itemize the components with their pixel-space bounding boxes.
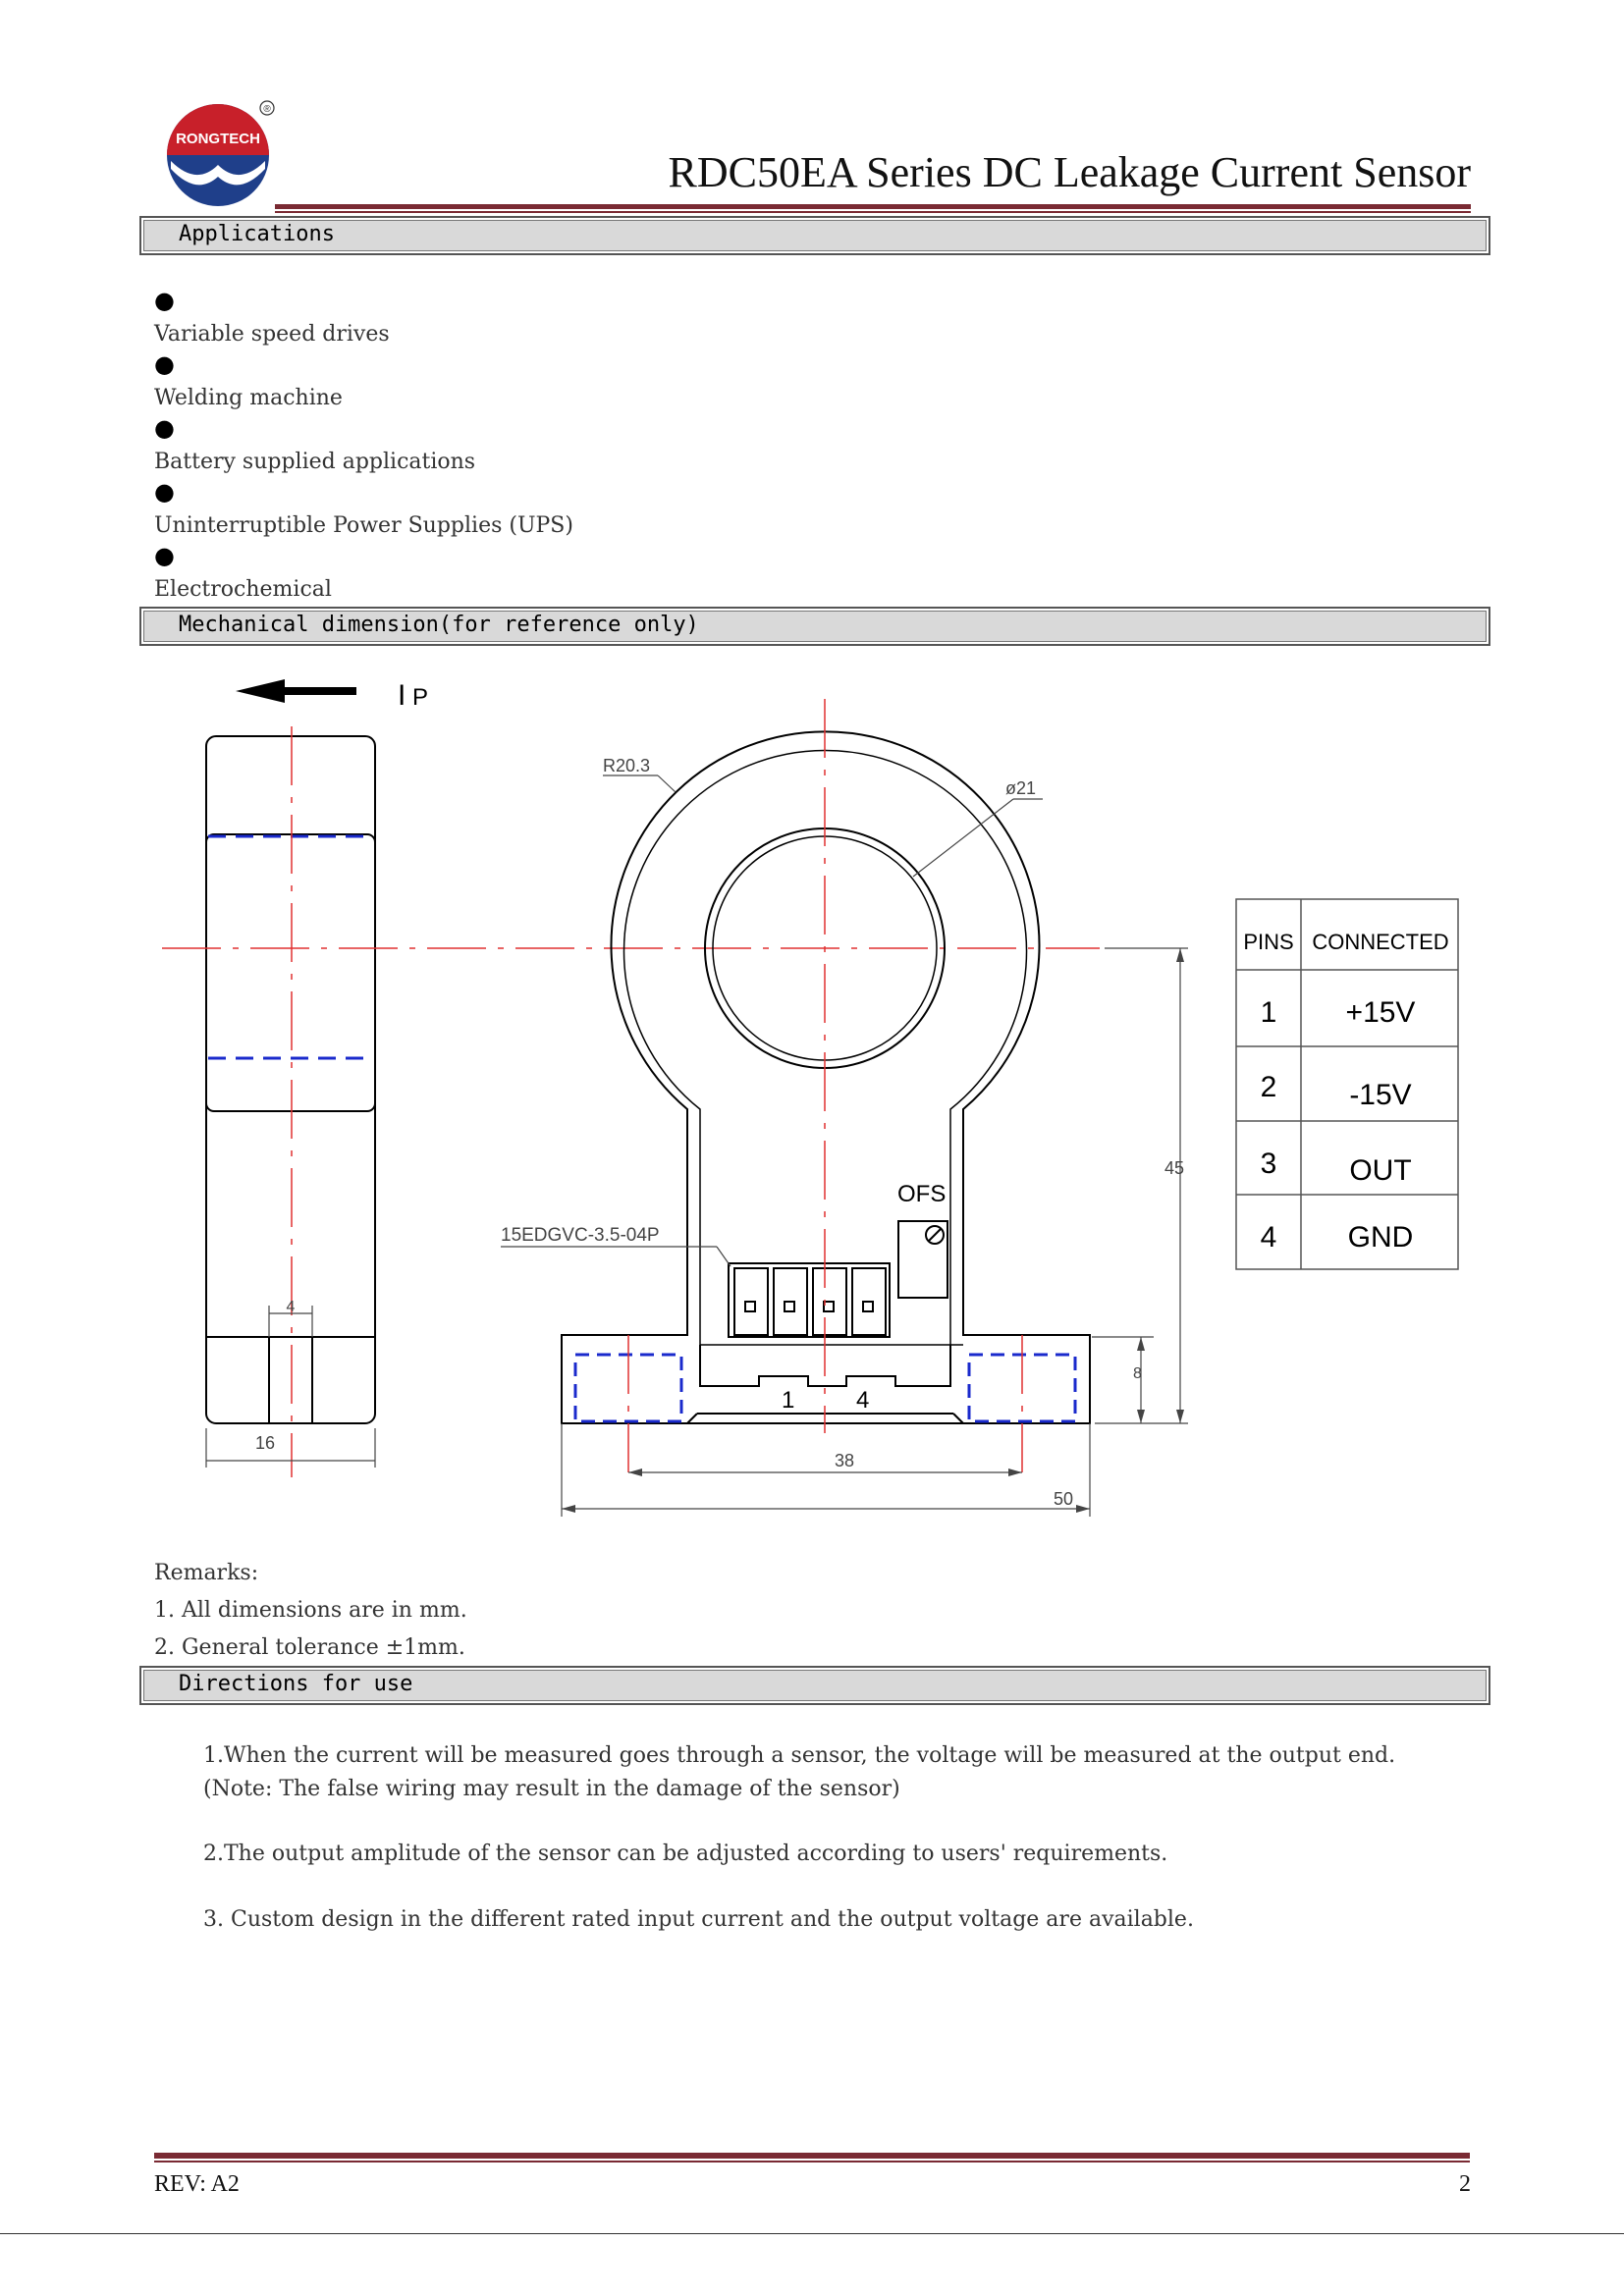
pin-signal: OUT: [1349, 1154, 1412, 1187]
dim-base-width-label: 50: [1054, 1489, 1074, 1509]
pin-mark-first: 1: [782, 1387, 795, 1414]
remark-item: 1. All dimensions are in mm.: [154, 1598, 467, 1623]
remarks-title: Remarks:: [154, 1561, 259, 1585]
page-edge-line: [0, 2233, 1624, 2234]
radius-label: R20.3: [603, 756, 651, 775]
remark-item: 2. General tolerance ±1mm.: [154, 1635, 465, 1660]
bullet-icon: ●: [154, 542, 175, 569]
logo-text: RONGTECH: [176, 131, 260, 147]
connector-label: 15EDGVC-3.5-04P: [501, 1225, 660, 1246]
section-header-mechanical: [139, 607, 1490, 646]
dim-base-height-label: 8: [1133, 1365, 1142, 1382]
document-title: RDC50EA Series DC Leakage Current Sensor: [668, 148, 1471, 196]
bullet-icon: ●: [154, 287, 175, 314]
pin-signal: +15V: [1345, 996, 1416, 1029]
pin-number: 4: [1260, 1221, 1277, 1254]
application-item: Battery supplied applications: [154, 450, 476, 474]
dim-height-label: 45: [1164, 1158, 1185, 1178]
current-sub-label: P: [412, 684, 429, 711]
application-item: Electrochemical: [154, 577, 332, 602]
pin-mark-last: 4: [856, 1387, 870, 1414]
section-header-directions: [139, 1666, 1490, 1705]
pin-signal: -15V: [1349, 1079, 1412, 1111]
diameter-label: ø21: [1005, 778, 1037, 798]
current-label: I: [398, 679, 406, 712]
bullet-icon: ●: [154, 478, 175, 506]
front-centerlines: [628, 699, 1022, 1472]
direction-item: 3. Custom design in the different rated input current and the output voltage are available.: [203, 1907, 1194, 1932]
application-item: Welding machine: [154, 386, 343, 410]
direction-note: (Note: The false wiring may result in the damage of the sensor): [203, 1777, 900, 1801]
side-view: [206, 736, 375, 1423]
direction-item: 1.When the current will be measured goes through a sensor, the voltage will be measured at the output end.: [203, 1743, 1396, 1768]
direction-item: 2.The output amplitude of the sensor can be adjusted according to users' requirements.: [203, 1842, 1168, 1866]
section-title: Directions for use: [179, 1672, 413, 1696]
ofs-label: OFS: [897, 1181, 947, 1207]
section-header-applications: [139, 216, 1490, 255]
dim-hole-spacing-label: 38: [835, 1451, 855, 1470]
application-item: Uninterruptible Power Supplies (UPS): [154, 513, 573, 538]
registered-mark: ®: [263, 104, 271, 115]
connected-header: CONNECTED: [1312, 930, 1449, 954]
pin-signal: GND: [1347, 1221, 1414, 1254]
pin-number: 3: [1260, 1148, 1277, 1180]
footer-rule-thin: [154, 2161, 1470, 2163]
pin-number: 1: [1260, 996, 1277, 1029]
bullet-icon: ●: [154, 414, 175, 442]
current-direction-arrow: [236, 679, 428, 712]
header-rule: [275, 204, 1471, 209]
side-dimensions: [206, 1306, 375, 1468]
dim-side-width-label: 16: [254, 1433, 276, 1453]
page-number: 2: [1459, 2171, 1471, 2197]
footer-rule: [154, 2153, 1470, 2159]
header-rule-thin: [275, 211, 1471, 213]
bullet-icon: ●: [154, 350, 175, 378]
pins-table: [1235, 898, 1461, 1271]
side-hidden-lines: [208, 836, 373, 1058]
section-title: Applications: [179, 222, 335, 246]
pins-header: PINS: [1243, 930, 1294, 954]
company-logo: [157, 98, 285, 206]
front-view: [562, 731, 1090, 1423]
application-item: Variable speed drives: [154, 322, 390, 347]
section-title: Mechanical dimension(for reference only): [179, 613, 699, 637]
dim-slot-label: 4: [286, 1299, 296, 1315]
revision-label: REV: A2: [154, 2171, 240, 2197]
pin-number: 2: [1260, 1071, 1277, 1103]
